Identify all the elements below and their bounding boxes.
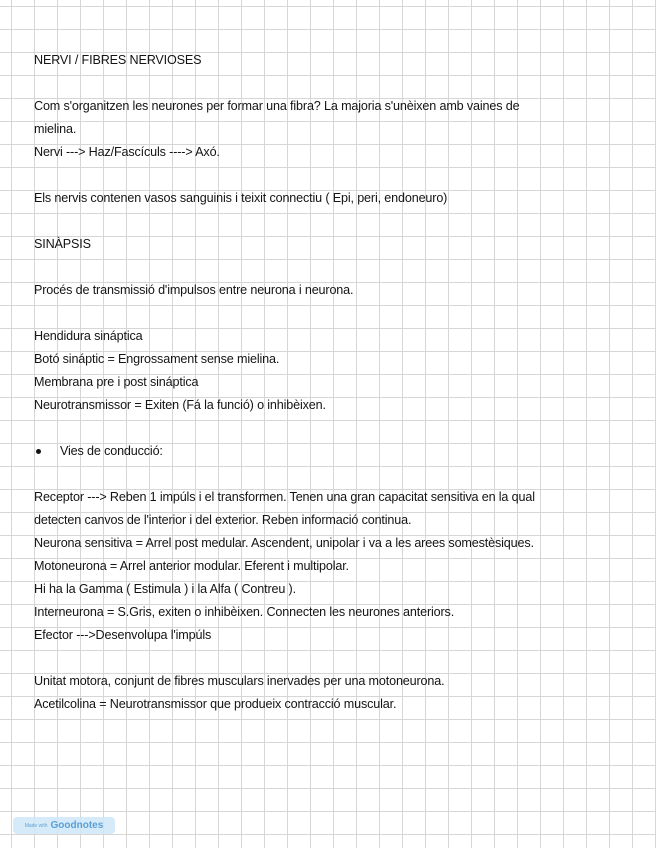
text-line: Acetilcolina = Neurotransmissor que produeix contracció muscular.: [34, 697, 397, 711]
bullet-text: Vies de conducció:: [60, 444, 163, 458]
blank-line: [34, 417, 634, 440]
text-line: Efector --->Desenvolupa l'impúls: [34, 628, 212, 642]
text-line: detecten canvos de l'interior i del exterior. Reben informació continua.: [34, 513, 412, 527]
text-line: Unitat motora, conjunt de fibres musculars inervades per una motoneurona.: [34, 674, 445, 688]
bullet-list-item: [34, 440, 634, 463]
text-line: Com s'organitzen les neurones per formar una fibra? La majoria s'unèixen amb vaines de: [34, 99, 520, 113]
text-line: Hi ha la Gamma ( Estimula ) i la Alfa ( Contreu ).: [34, 582, 296, 596]
blank-line: [34, 210, 634, 233]
text-line: Interneurona = S.Gris, exiten o inhibèixen. Connecten les neurones anteriors.: [34, 605, 455, 619]
text-line: Procés de transmissió d'impulsos entre neurona i neurona.: [34, 283, 354, 297]
blank-line: [34, 164, 634, 187]
text-line: SINÀPSIS: [34, 237, 91, 251]
bullet-icon: [36, 449, 41, 454]
text-line: Botó sináptic = Engrossament sense mielina.: [34, 352, 280, 366]
badge-brand: Goodnotes: [50, 820, 104, 831]
text-line: Nervi ---> Haz/Fascículs ----> Axó.: [34, 145, 220, 159]
blank-line: [34, 256, 634, 279]
text-line: Membrana pre i post sináptica: [34, 375, 199, 389]
text-line: Hendidura sináptica: [34, 329, 143, 343]
blank-line: [34, 647, 634, 670]
blank-line: [34, 72, 634, 95]
text-line: Els nervis contenen vasos sanguinis i teixit connectiu ( Epi, peri, endoneuro): [34, 191, 448, 205]
text-line: Neurona sensitiva = Arrel post medular. Ascendent, unipolar i va a les arees somestèsiques.: [34, 536, 534, 550]
blank-line: [34, 302, 634, 325]
text-line: Neurotransmissor = Exiten (Fá la funció) o inhibèixen.: [34, 398, 326, 412]
text-line: Receptor ---> Reben 1 impúls i el transformen. Tenen una gran capacitat sensitiva en la qual: [34, 490, 535, 504]
badge-made-with: Made with: [24, 822, 48, 829]
text-line: NERVI / FIBRES NERVIOSES: [34, 53, 202, 67]
blank-line: [34, 463, 634, 486]
goodnotes-badge: [13, 817, 115, 834]
text-line: Motoneurona = Arrel anterior modular. Eferent i multipolar.: [34, 559, 349, 573]
note-page: [34, 49, 634, 716]
text-line: mielina.: [34, 122, 77, 136]
